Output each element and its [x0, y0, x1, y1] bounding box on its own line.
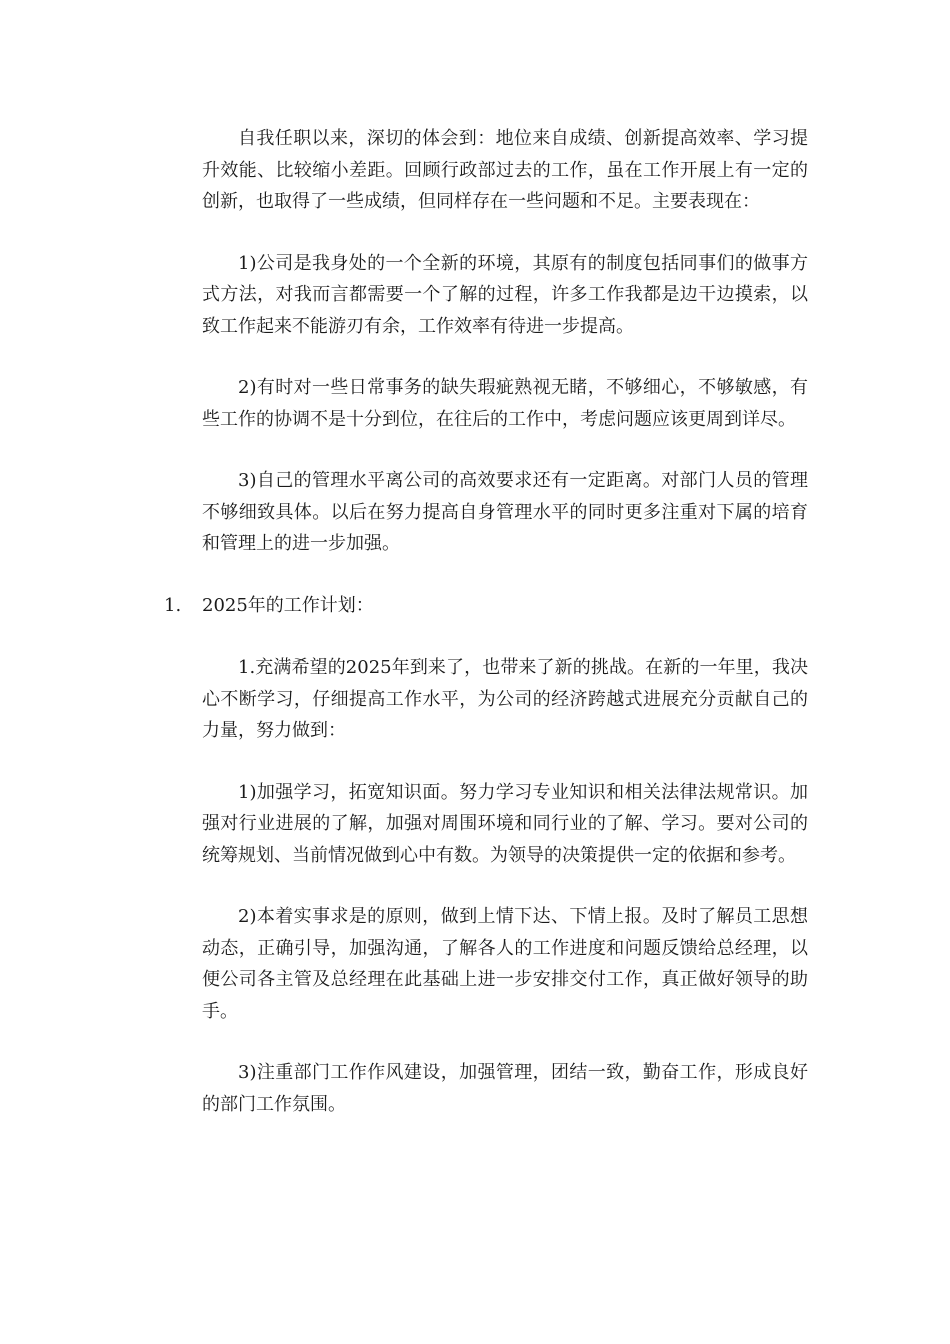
section-heading-text: 2025年的工作计划： — [202, 594, 374, 616]
paragraph-issue-1: 1)公司是我身处的一个全新的环境，其原有的制度包括同事们的做事方式方法，对我而言都需要一个了解的过程，许多工作我都是边干边摸索，以致工作起来不能游刃有余，工作效率有待进一步提高。 — [202, 252, 808, 337]
paragraph-intro: 自我任职以来，深切的体会到：地位来自成绩、创新提高效率、学习提升效能、比较缩小差距。回顾行政部过去的工作，虽在工作开展上有一定的创新，也取得了一些成绩，但同样存在一些问题和不足。主要表现在： — [202, 128, 808, 212]
section-heading-number: 1. — [164, 594, 182, 616]
section-heading — [164, 590, 808, 622]
paragraph-plan-intro: 1.充满希望的2025年到来了，也带来了新的挑战。在新的一年里，我决心不断学习，仔细提高工作水平，为公司的经济跨越式进展充分贡献自己的力量，努力做到： — [202, 657, 808, 741]
document-body — [164, 123, 808, 1150]
paragraph-plan-2: 2)本着实事求是的原则，做到上情下达、下情上报。及时了解员工思想动态，正确引导，加强沟通，了解各人的工作进度和问题反馈给总经理，以便公司各主管及总经理在此基础上进一步安排交付工作，真正做好领导的助手。 — [202, 906, 808, 1022]
paragraph-plan-1: 1)加强学习，拓宽知识面。努力学习专业知识和相关法律法规常识。加强对行业进展的了解，加强对周围环境和同行业的了解、学习。要对公司的统筹规划、当前情况做到心中有数。为领导的决策提供一定的依据和参考。 — [202, 781, 808, 866]
paragraph-issue-2: 2)有时对一些日常事务的缺失瑕疵熟视无睹，不够细心，不够敏感，有些工作的协调不是十分到位，在往后的工作中，考虑问题应该更周到详尽。 — [202, 377, 808, 430]
paragraph-issue-3: 3)自己的管理水平离公司的高效要求还有一定距离。对部门人员的管理不够细致具体。以后在努力提高自身管理水平的同时更多注重对下属的培育和管理上的进一步加强。 — [202, 470, 808, 554]
paragraph-plan-3: 3)注重部门工作作风建设，加强管理，团结一致，勤奋工作，形成良好的部门工作氛围。 — [202, 1062, 808, 1115]
